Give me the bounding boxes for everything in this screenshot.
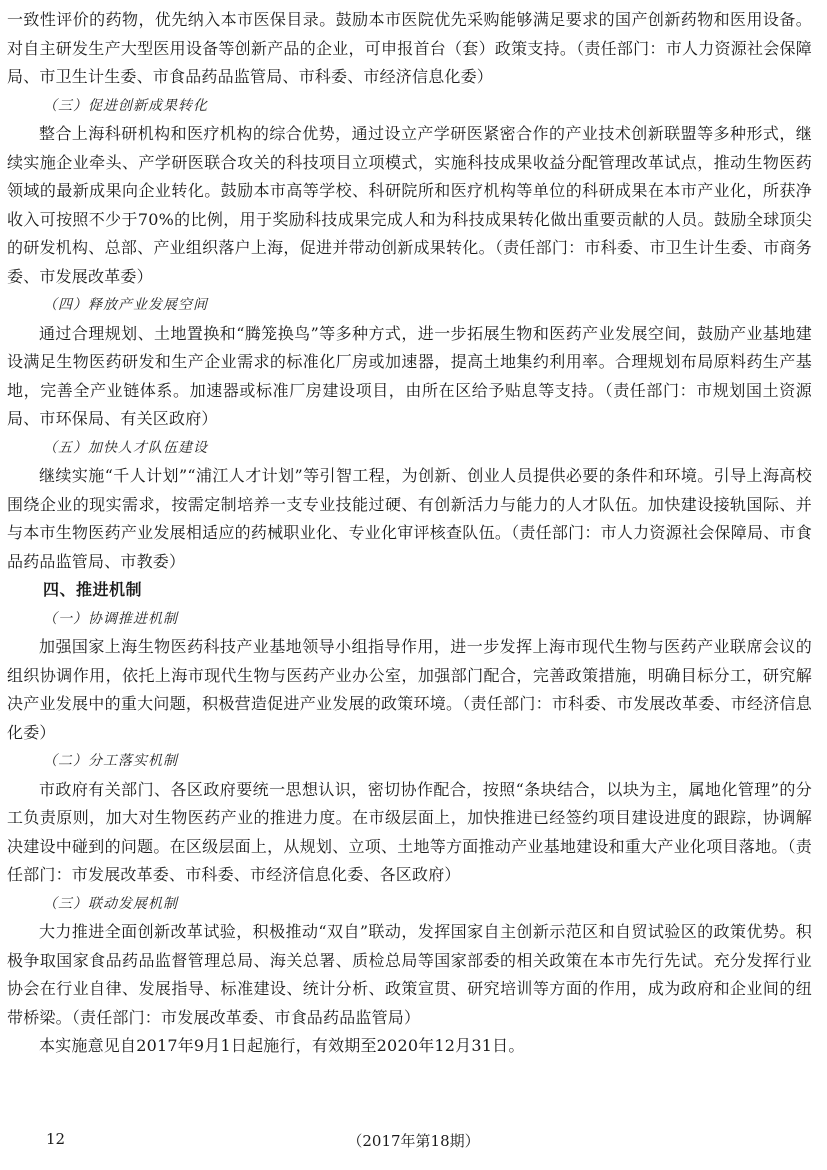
body-paragraph: 本实施意见自2017年9月1日起施行，有效期至2020年12月31日。 [39, 1036, 525, 1055]
subsection-heading: （四）释放产业发展空间 [43, 297, 208, 313]
subsection-heading: （三）联动发展机制 [43, 895, 178, 912]
body-paragraph: 大力推进全面创新改革试验，积极推动“双自”联动，发挥国家自主创新示范区和自贸试验区的政策优势。积极争取国家食品药品监督管理总局、海关总署、质检总局等国家部委的相关政策在本市先行先试。充分发挥行业协会在行业自律、发展指导、标准建设、统计分析、政策宣贯、研究培训等方面的作用，成为政府和企业间的纽带桥梁。（责任部门：市发展改革委、市食品药品监管局） [7, 922, 812, 1027]
body-paragraph: 整合上海科研机构和医疗机构的综合优势，通过设立产学研医紧密合作的产业技术创新联盟等多种形式，继续实施企业牵头、产学研医联合攻关的科技项目立项模式，实施科技成果收益分配管理改革试点，推动生物医药领域的最新成果向企业转化。鼓励本市高等学校、科研院所和医疗机构等单位的科研成果在本市产业化，所获净收入可按照不少于70%的比例，用于奖励科技成果完成人和为科技成果转化做出重要贡献的人员。鼓励全球顶尖的研发机构、总部、产业组织落户上海，促进并带动创新成果转化。（责任部门：市科委、市卫生计生委、市商务委、市发展改革委） [7, 124, 812, 286]
subsection-heading: （三）促进创新成果转化 [43, 97, 208, 114]
subsection-heading: （二）分工落实机制 [43, 753, 178, 769]
body-paragraph: 继续实施“千人计划”“浦江人才计划”等引智工程，为创新、创业人员提供必要的条件和环境。引导上海高校围绕企业的现实需求，按需定制培养一支专业技能过硬、有创新活力与能力的人才队伍。加快建设接轨国际、并与本市生物医药产业发展相适应的药械职业化、专业化审评核查队伍。（责任部门：市人力资源社会保障局、市食品药品监管局、市教委） [7, 466, 812, 571]
body-paragraph: 市政府有关部门、各区政府要统一思想认识，密切协作配合，按照“条块结合，以块为主，属地化管理”的分工负责原则，加大对生物医药产业的推进力度。在市级层面上，加快推进已经签约项目建设进度的跟踪，协调解决建设中碰到的问题。在区级层面上，从规划、立项、土地等方面推动产业基地建设和重大产业化项目落地。（责任部门：市发展改革委、市科委、市经济信息化委、各区政府） [7, 779, 812, 884]
subsection-heading: （一）协调推进机制 [43, 610, 178, 627]
issue-label: （2017年第18期） [347, 1132, 480, 1150]
page-number: 12 [46, 1130, 66, 1148]
subsection-heading: （五）加快人才队伍建设 [43, 439, 208, 456]
page-footer [0, 1130, 827, 1154]
body-paragraph: 加强国家上海生物医药科技产业基地领导小组指导作用，进一步发挥上海市现代生物与医药产业联席会议的组织协调作用，依托上海市现代生物与医药产业办公室，加强部门配合，完善政策措施，明确目标分工，研究解决产业发展中的重大问题，积极营造促进产业发展的政策环境。（责任部门：市科委、市发展改革委、市经济信息化委） [7, 637, 812, 742]
document-body [7, 6, 812, 1061]
body-paragraph: 一致性评价的药物，优先纳入本市医保目录。鼓励本市医院优先采购能够满足要求的国产创新药物和医用设备。对自主研发生产大型医用设备等创新产品的企业，可申报首台（套）政策支持。（责任部门：市人力资源社会保障局、市卫生计生委、市食品药品监管局、市科委、市经济信息化委） [7, 10, 812, 86]
body-paragraph: 通过合理规划、土地置换和“腾笼换鸟”等多种方式，进一步拓展生物和医药产业发展空间，鼓励产业基地建设满足生物医药研发和生产企业需求的标准化厂房或加速器，提高土地集约利用率。合理规划布局原料药生产基地，完善全产业链体系。加速器或标准厂房建设项目，由所在区给予贴息等支持。（责任部门：市规划国土资源局、市环保局、有关区政府） [7, 323, 812, 428]
section-heading: 四、推进机制 [43, 580, 143, 599]
